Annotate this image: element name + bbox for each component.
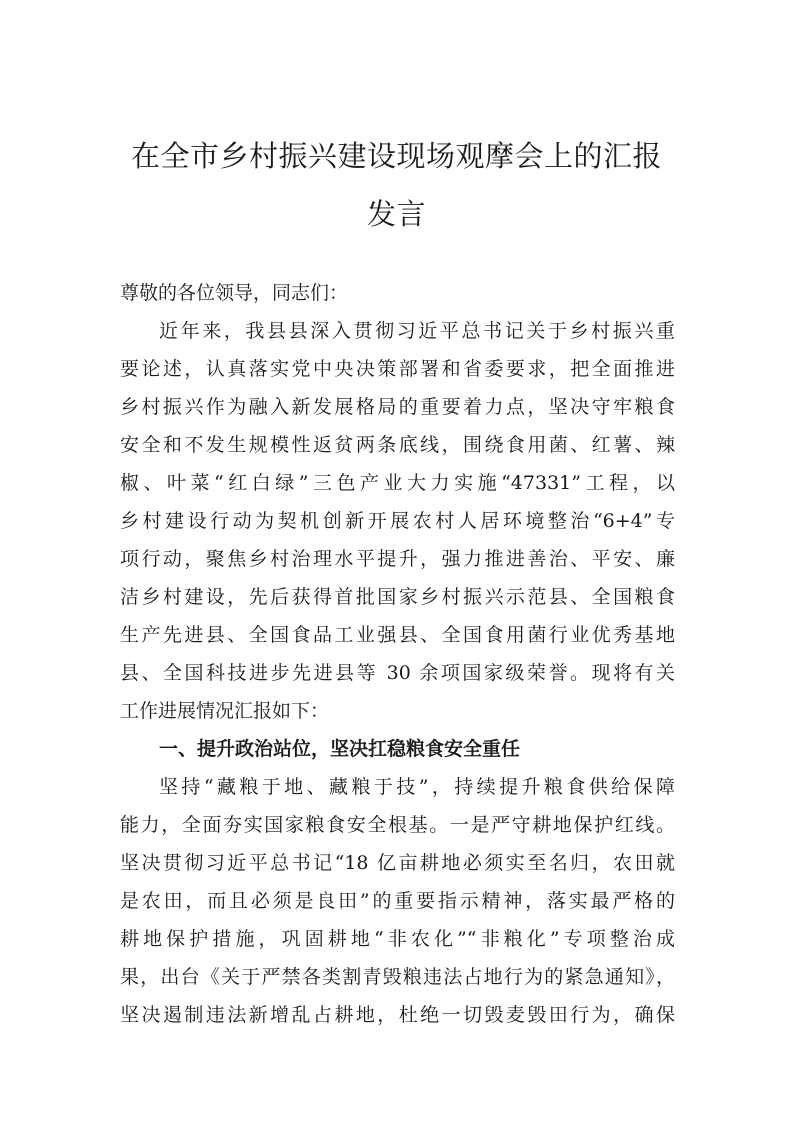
document-title-line-1: 在全市乡村振兴建设现场观摩会上的汇报 — [130, 139, 662, 173]
intro-line: 项行动，聚焦乡村治理水平提升，强力推进善治、平安、廉 — [120, 548, 675, 570]
intro-line: 安全和不发生规模性返贫两条底线，围绕食用菌、红薯、辣 — [120, 434, 675, 456]
intro-line: 要论述，认真落实党中央决策部署和省委要求，把全面推进 — [120, 358, 675, 380]
section-1-line: 坚决贯彻习近平总书记“18 亿亩耕地必须实至名归，农田就 — [120, 852, 675, 874]
section-1-line: 果，出台《关于严禁各类割青毁粮违法占地行为的紧急通知》， — [120, 966, 675, 988]
section-1-line: 坚持“藏粮于地、藏粮于技”，持续提升粮食供给保障 — [159, 776, 675, 798]
intro-line: 县、全国科技进步先进县等 30 余项国家级荣誉。现将有关 — [120, 662, 675, 684]
section-1-line: 耕地保护措施，巩固耕地“非农化”“非粮化”专项整治成 — [120, 928, 675, 950]
intro-line: 乡村建设行动为契机创新开展农村人居环境整治“6+4”专 — [120, 510, 675, 532]
section-1-line: 是农田，而且必须是良田”的重要指示精神，落实最严格的 — [120, 890, 675, 912]
section-1-line: 能力，全面夯实国家粮食安全根基。一是严守耕地保护红线。 — [120, 814, 675, 836]
intro-line: 生产先进县、全国食品工业强县、全国食用菌行业优秀基地 — [120, 624, 675, 646]
intro-line: 椒、叶菜“红白绿”三色产业大力实施“47331”工程，以 — [120, 472, 675, 494]
intro-line: 乡村振兴作为融入新发展格局的重要着力点，坚决守牢粮食 — [120, 396, 675, 418]
section-1-line: 坚决遏制违法新增乱占耕地，杜绝一切毁麦毁田行为，确保 — [120, 1004, 675, 1026]
intro-line: 工作进展情况汇报如下： — [120, 700, 330, 722]
intro-line: 洁乡村建设，先后获得首批国家乡村振兴示范县、全国粮食 — [120, 586, 675, 608]
salutation: 尊敬的各位领导，同志们： — [120, 282, 349, 304]
section-1-heading: 一、提升政治站位，坚决扛稳粮食安全重任 — [159, 738, 521, 760]
intro-line: 近年来，我县县深入贯彻习近平总书记关于乡村振兴重 — [159, 320, 675, 342]
document-title-line-2: 发言 — [366, 197, 426, 231]
